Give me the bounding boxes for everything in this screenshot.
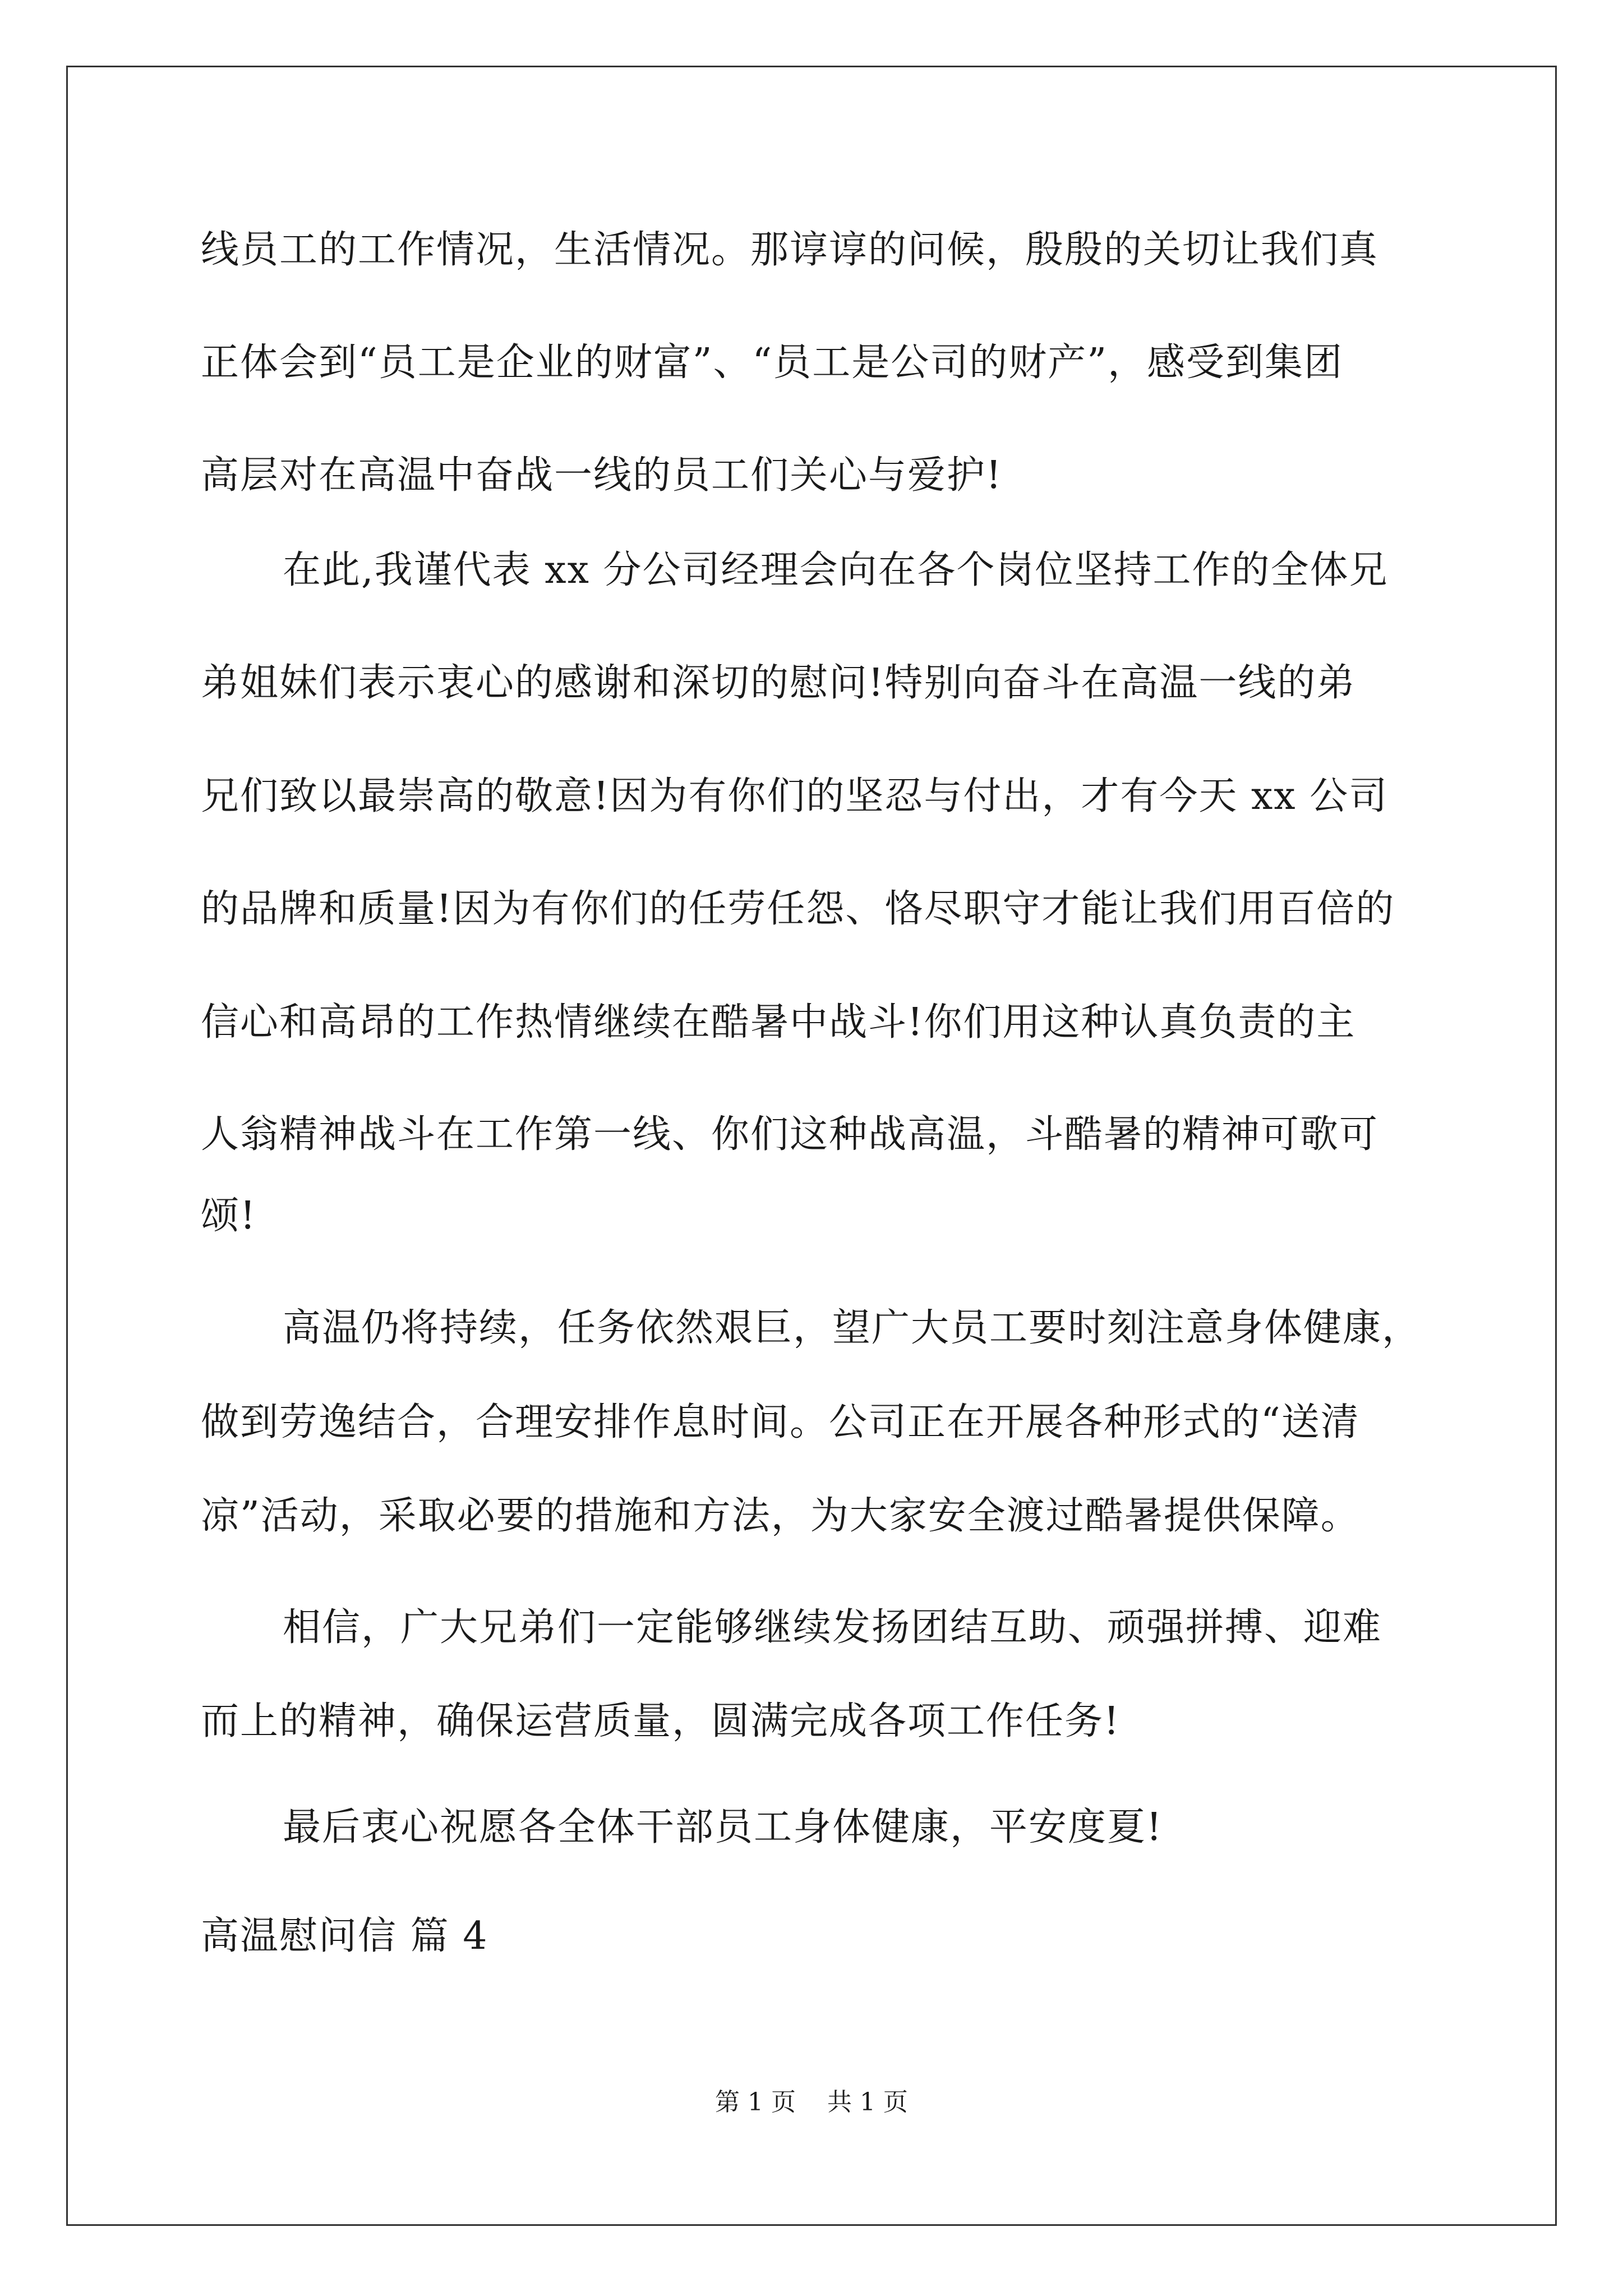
text-line: 高层对在高温中奋战一线的员工们关心与爱护! [201, 453, 1003, 498]
text-line: 做到劳逸结合，合理安排作息时间。公司正在开展各种形式的“送清 [201, 1400, 1360, 1444]
text-line: 线员工的工作情况，生活情况。那谆谆的问候，殷殷的关切让我们真 [201, 228, 1379, 272]
paragraph-start-line: 最后衷心祝愿各全体干部员工身体健康，平安度夏! [283, 1805, 1163, 1849]
paragraph-start-line: 相信，广大兄弟们一定能够继续发扬团结互助、顽强拼搏、迎难 [283, 1605, 1382, 1650]
text-line: 人翁精神战斗在工作第一线、你们这种战高温，斗酷暑的精神可歌可 [201, 1112, 1379, 1157]
text-line: 而上的精神，确保运营质量，圆满完成各项工作任务! [201, 1699, 1121, 1743]
text-line: 正体会到“员工是企业的财富”、“员工是公司的财产”，感受到集团 [201, 341, 1344, 385]
text-line: 颂! [201, 1194, 257, 1238]
text-line: 弟姐妹们表示衷心的感谢和深切的慰问!特别向奋斗在高温一线的弟 [201, 661, 1356, 705]
text-line: 的品牌和质量!因为有你们的任劳任怨、恪尽职守才能让我们用百倍的 [201, 887, 1395, 931]
text-line: 信心和高昂的工作热情继续在酷暑中战斗!你们用这种认真负责的主 [201, 1000, 1356, 1045]
section-heading: 高温慰问信 篇 4 [201, 1914, 488, 1958]
paragraph-start-line: 高温仍将持续，任务依然艰巨，望广大员工要时刻注意身体健康， [283, 1306, 1422, 1350]
paragraph-start-line: 在此,我谨代表 xx 分公司经理会向在各个岗位坚持工作的全体兄 [283, 548, 1389, 592]
text-line: 凉”活动，采取必要的措施和方法，为大家安全渡过酷暑提供保障。 [201, 1494, 1360, 1538]
text-line: 兄们致以最崇高的敬意!因为有你们的坚忍与付出，才有今天 xx 公司 [201, 774, 1389, 818]
page-number-footer: 第 1 页 共 1 页 [715, 2088, 908, 2116]
